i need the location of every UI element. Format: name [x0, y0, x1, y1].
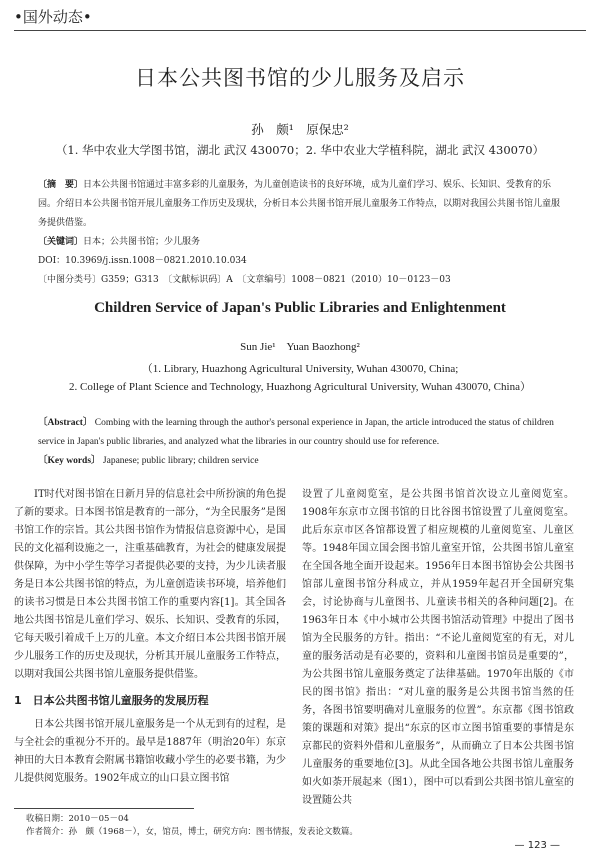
- affiliation-en-2: 2. College of Plant Science and Technology, Huazhong Agricultural University, Wuhan 430070, China）: [69, 381, 531, 393]
- header-rule: [14, 30, 586, 31]
- keywords-cn-text: 日本；公共图书馆；少儿服务: [83, 237, 201, 247]
- abstract-en-text: Combing with the learning through the author's personal experience in Japan, the article introduced the status of children service in Japan's public libraries, and analyzed what the libraries in our country should use for reference.: [38, 418, 554, 447]
- affiliation-en-1: （1. Library, Huazhong Agricultural University, Wuhan 430070, China;: [141, 363, 459, 375]
- body-right-column: [302, 486, 574, 810]
- body-right-text: 设置了儿童阅览室，是公共图书馆首次设立儿童阅览室。1908年东京市立图书馆的日比谷图书馆设置了儿童阅览室。此后东京市区各馆都设置了相应规模的儿童阅览室、儿童区等。1948年国立国会图书馆儿童室开馆，公共图书馆儿童室在全国各地全面开设起来。1956年日本图书馆协会公共图书馆部儿童图书馆分科成立，并从1959年起召开全国研究集会，讨论协商与儿童图书、儿童读书相关的各种问题[2]。在1963年日本《中小城市公共图书馆活动管理》中提出了图书馆为全民服务的方针。指出：“不论儿童阅览室的有无，对儿童的服务活动是有必要的，资料和儿童图书馆员是重要的”，为公共图书馆儿童服务奠定了法律基础。1970年出版的《市民的图书馆》指出：“对儿童的服务是公共图书馆当然的任务，各图书馆要明确对儿童服务的位置”。东京都《图书馆政策的课题和对策》提出“东京的区市立图书馆重要的事情是东京都民的资料外借和儿童服务”，从而确立了日本公共图书馆儿童服务的重要地位[3]。从此全国各地公共图书馆儿童服务如火如荼开展起来（图1），图中可以看到公共图书馆儿童室的设置随公共: [302, 489, 574, 806]
- abstract-cn: [38, 176, 566, 290]
- section-tag: •国外动态•: [14, 8, 92, 26]
- body-section1: 日本公共图书馆开展儿童服务是一个从无到有的过程，是与全社会的重视分不开的。最早是1887年（明治20年）东京神田的大日本教育会附属书籍馆收藏小学生的必要书籍，为少儿提供阅览服务。1902年成立的山口县立图书馆: [14, 719, 286, 784]
- abstract-cn-label: 〔摘 要〕: [38, 180, 84, 190]
- keywords-en-label: 〔Key words〕: [38, 456, 101, 466]
- footnote-author: 作者简介：孙 颇（1968－），女，馆员，博士，研究方向：图书情报，发表论文数篇。: [26, 827, 358, 837]
- classification: 〔中图分类号〕G359；G313 〔文献标识码〕A 〔文章编号〕1008－0821（2010）10－0123－03: [38, 275, 451, 285]
- abstract-en: [38, 414, 566, 471]
- footnote-rule: [14, 808, 194, 809]
- authors-en: Sun Jie¹ Yuan Baozhong²: [240, 341, 360, 353]
- keywords-en-text: Japanese; public library; children service: [102, 456, 259, 466]
- doi: DOI：10.3969/j.issn.1008－0821.2010.10.034: [38, 256, 247, 266]
- title-cn: 日本公共图书馆的少儿服务及启示: [135, 66, 465, 90]
- body-intro: IT时代对图书馆在日新月异的信息社会中所扮演的角色提了新的要求。日本图书馆是教育的一部分，“为全民服务”是图书馆工作的宗旨。其公共图书馆作为情报信息资源中心，是国民的文化福利设施之一，注重基础教育，为社会的健康发展提供保障，为中小学生等学习者提供必要的支持，为少儿读者服务是日本公共图书馆的特点，为儿童创造读书环境，培养他们的读书习惯是日本公共图书馆工作的重要内容[1]。其全国各地公共图书馆是儿童们学习、娱乐、长知识、受教育的乐园，它每天吸引着成千上万的儿童。本文介绍日本公共图书馆开展少儿服务工作的历史及现状，分析其开展儿童服务工作特点，以期对我国公共图书馆儿童服务提供借鉴。: [14, 489, 286, 680]
- page-number: — 123 —: [514, 840, 560, 851]
- keywords-cn-label: 〔关键词〕: [38, 237, 84, 247]
- affiliation-cn: （1. 华中农业大学图书馆，湖北 武汉 430070；2. 华中农业大学植科院，湖北 武汉 430070）: [55, 143, 545, 157]
- title-en: Children Service of Japan's Public Libraries and Enlightenment: [94, 300, 506, 316]
- abstract-en-label: 〔Abstract〕: [38, 418, 93, 428]
- abstract-cn-text: 日本公共图书馆通过丰富多彩的儿童服务，为儿童创造读书的良好环境，成为儿童们学习、娱乐、长知识、受教育的乐园。介绍日本公共图书馆开展儿童服务工作历史及现状，分析日本公共图书馆开展儿童服务工作特点，以期对我国公共图书馆儿童服务提供借鉴。: [38, 180, 561, 228]
- footnote-received: 收稿日期：2010－05－04: [26, 814, 129, 824]
- authors-cn: 孙 颇¹ 原保忠²: [251, 122, 349, 137]
- section1-heading: 1 日本公共图书馆儿童服务的发展历程: [14, 694, 209, 707]
- body-left-column: [14, 486, 286, 788]
